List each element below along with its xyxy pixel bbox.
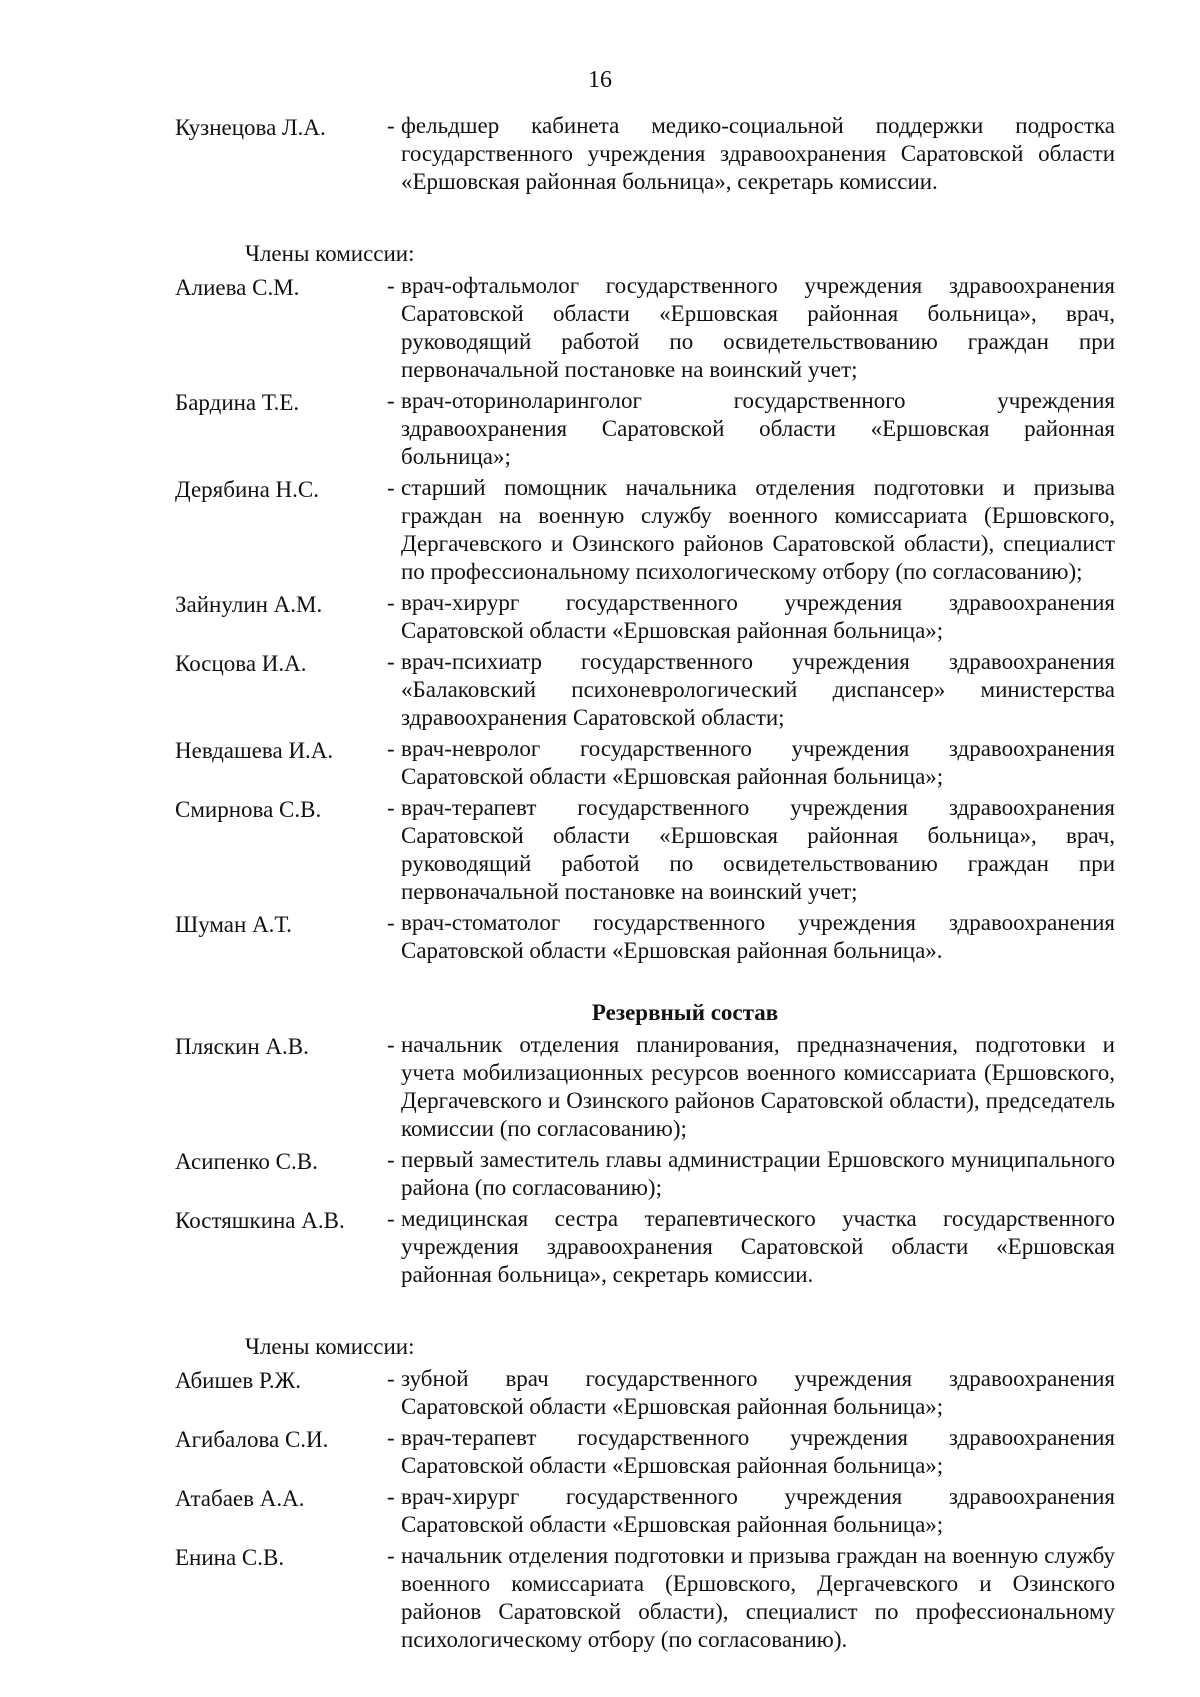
person-name: Кузнецова Л.А. — [175, 115, 326, 140]
list-item — [175, 735, 1115, 791]
section-heading-reserve: Резервный состав — [591, 1000, 779, 1025]
person-role — [387, 474, 1115, 586]
dash-mark: - — [387, 649, 395, 674]
dash-mark: - — [387, 475, 395, 500]
reserve-members-list — [175, 1365, 1115, 1654]
person-role-text: медицинская сестра терапевтического участка государственного учреждения здравоохранения Саратовской области «Ершовская районная больница», секретарь комиссии. — [401, 1206, 1115, 1287]
dash-mark: - — [387, 1425, 395, 1450]
main-members-list — [175, 272, 1115, 965]
person-role — [387, 1205, 1115, 1289]
secretary-entry — [175, 112, 1115, 196]
dash-mark: - — [387, 1543, 395, 1568]
list-item — [175, 794, 1115, 906]
dash-mark: - — [387, 795, 395, 820]
person-role-text: начальник отделения подготовки и призыва граждан на военную службу военного комиссариата (Ершовского, Дергачевского и Озинского районов Саратовской области), специалист по профессиональному психологическому отбору (по согласованию). — [401, 1543, 1115, 1652]
dash-mark: - — [387, 1484, 395, 1509]
person-name: Шуман А.Т. — [175, 912, 292, 937]
person-role-text: врач-психиатр государственного учреждения здравоохранения «Балаковский психоневрологический диспансер» министерства здравоохранения Саратовской области; — [401, 649, 1115, 730]
list-item — [175, 1542, 1115, 1654]
person-role — [387, 735, 1115, 791]
dash-mark: - — [387, 1032, 395, 1057]
list-item — [175, 909, 1115, 965]
dash-mark: - — [387, 910, 395, 935]
person-name: Енина С.В. — [175, 1545, 285, 1570]
person-role — [387, 272, 1115, 384]
list-item — [175, 589, 1115, 645]
person-name: Асипенко С.В. — [175, 1149, 318, 1174]
dash-mark: - — [387, 388, 395, 413]
members-label-main: Члены комиссии: — [245, 241, 415, 266]
dash-mark: - — [387, 113, 395, 138]
dash-mark: - — [387, 1206, 395, 1231]
list-item — [175, 1205, 1115, 1289]
person-name: Невдашева И.А. — [175, 738, 334, 763]
person-name: Бардина Т.Е. — [175, 390, 300, 415]
members-label-reserve: Члены комиссии: — [245, 1334, 415, 1359]
dash-mark: - — [387, 1366, 395, 1391]
person-role — [387, 112, 1115, 196]
person-role — [387, 909, 1115, 965]
list-item — [175, 1365, 1115, 1421]
person-name: Абишев Р.Ж. — [175, 1368, 302, 1393]
person-name: Смирнова С.В. — [175, 797, 322, 822]
dash-mark: - — [387, 736, 395, 761]
dash-mark: - — [387, 1147, 395, 1172]
person-role-text: первый заместитель главы администрации Ершовского муниципального района (по согласованию); — [401, 1147, 1115, 1200]
person-name: Косцова И.А. — [175, 651, 307, 676]
person-role — [387, 589, 1115, 645]
document-body — [175, 112, 1115, 1657]
person-role — [387, 1146, 1115, 1202]
person-role — [387, 1365, 1115, 1421]
person-name: Агибалова С.И. — [175, 1427, 329, 1452]
list-item — [175, 1031, 1115, 1143]
person-role-text: врач-терапевт государственного учреждения здравоохранения Саратовской области «Ершовская районная больница»; — [401, 1425, 1115, 1478]
person-role-text: врач-хирург государственного учреждения здравоохранения Саратовской области «Ершовская районная больница»; — [401, 590, 1115, 643]
person-name: Дерябина Н.С. — [175, 477, 319, 502]
person-name: Алиева С.М. — [175, 275, 300, 300]
person-name: Пляскин А.В. — [175, 1034, 309, 1059]
reserve-leaders-list — [175, 1031, 1115, 1289]
person-role — [387, 1424, 1115, 1480]
person-role — [387, 648, 1115, 732]
person-role-text: фельдшер кабинета медико-социальной поддержки подростка государственного учреждения здравоохранения Саратовской области «Ершовская районная больница», секретарь комиссии. — [401, 113, 1115, 194]
person-role — [387, 1031, 1115, 1143]
dash-mark: - — [387, 590, 395, 615]
person-role-text: начальник отделения планирования, предназначения, подготовки и учета мобилизационных ресурсов военного комиссариата (Ершовского, Дергачевского и Озинского районов Саратовской области), председатель комиссии (по согласованию); — [401, 1032, 1115, 1141]
person-role-text: врач-терапевт государственного учреждения здравоохранения Саратовской области «Ершовская районная больница», врач, руководящий работой по освидетельствованию граждан при первоначальной постановке на воинский учет; — [401, 795, 1115, 904]
person-name: Атабаев А.А. — [175, 1486, 305, 1511]
person-role-text: врач-офтальмолог государственного учреждения здравоохранения Саратовской области «Ершовская районная больница», врач, руководящий работой по освидетельствованию граждан при первоначальной постановке на воинский учет; — [401, 273, 1115, 382]
list-item — [175, 272, 1115, 384]
person-role-text: врач-оториноларинголог государственного учреждения здравоохранения Саратовской области «Ершовская районная больница»; — [401, 388, 1115, 469]
person-role-text: врач-хирург государственного учреждения здравоохранения Саратовской области «Ершовская районная больница»; — [401, 1484, 1115, 1537]
person-role-text: старший помощник начальника отделения подготовки и призыва граждан на военную службу военного комиссариата (Ершовского, Дергачевского и Озинского районов Саратовской области), специалист по профессиональному психологическому отбору (по согласованию); — [401, 475, 1115, 584]
person-role — [387, 794, 1115, 906]
person-name: Зайнулин А.М. — [175, 592, 323, 617]
list-item — [175, 474, 1115, 586]
list-item — [175, 1424, 1115, 1480]
person-role-text: врач-невролог государственного учреждения здравоохранения Саратовской области «Ершовская районная больница»; — [401, 736, 1115, 789]
person-role-text: врач-стоматолог государственного учреждения здравоохранения Саратовской области «Ершовская районная больница». — [401, 910, 1115, 963]
person-name: Костяшкина А.В. — [175, 1208, 345, 1233]
page-number: 16 — [588, 67, 612, 93]
list-item — [175, 1483, 1115, 1539]
person-role-text: зубной врач государственного учреждения здравоохранения Саратовской области «Ершовская районная больница»; — [401, 1366, 1115, 1419]
person-role — [387, 1483, 1115, 1539]
person-role — [387, 387, 1115, 471]
list-item — [175, 387, 1115, 471]
person-role — [387, 1542, 1115, 1654]
list-item — [175, 648, 1115, 732]
dash-mark: - — [387, 273, 395, 298]
list-item — [175, 1146, 1115, 1202]
